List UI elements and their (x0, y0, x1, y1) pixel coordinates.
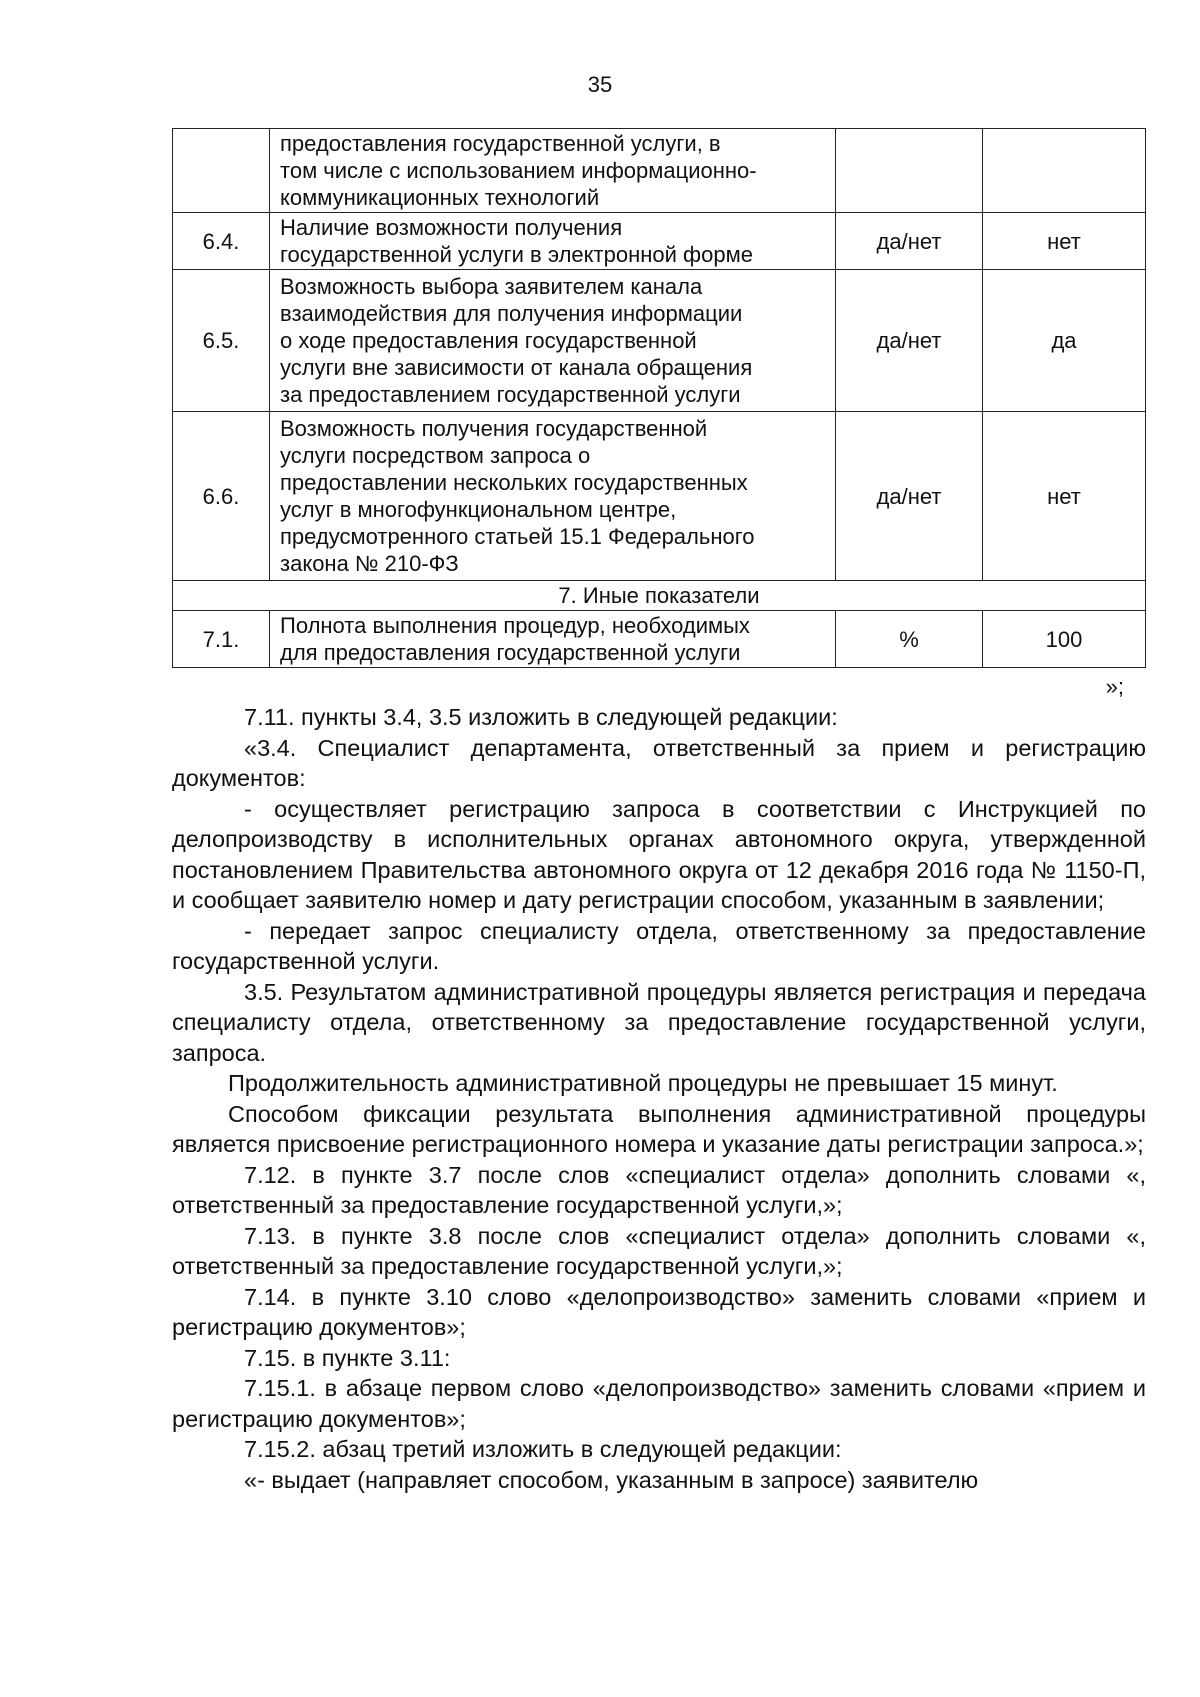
paragraph: 7.13. в пункте 3.8 после слов «специалист отдела» дополнить словами «, ответственный за предоставление государственной услуги,»; (172, 1222, 1146, 1279)
paragraph: 3.5. Результатом административной процедуры является регистрация и передача специалисту отдела, ответственному за предоставление государственной услуги, запроса. (172, 978, 1146, 1066)
description-line: услуг в многофункциональном центре, (280, 497, 677, 522)
row-number: 7.1. (173, 611, 270, 668)
paragraph: 7.15. в пункте 3.11: (244, 1344, 451, 1371)
table-row (173, 129, 1146, 213)
paragraph: «3.4. Специалист департамента, ответственный за прием и регистрацию документов: (172, 734, 1146, 791)
description-line: предоставлении нескольких государственных (280, 470, 748, 495)
row-value: нет (983, 412, 1146, 581)
body-text (172, 702, 1146, 1495)
closing-quote-mark: »; (1105, 674, 1124, 699)
row-value: 100 (983, 611, 1146, 668)
description-line: услуги посредством запроса о (280, 443, 591, 468)
description-line: Наличие возможности получения (280, 215, 623, 240)
section-heading: 7. Иные показатели (173, 581, 1146, 611)
row-description (270, 213, 836, 270)
table-row (173, 270, 1146, 412)
paragraph: - осуществляет регистрацию запроса в соответствии с Инструкцией по делопроизводству в исполнительных органах автономного округа, утвержденной постановлением Правительства автономного округа от 12 декабря 2016 года № 1150-П, и сообщает заявителю номер и дату регистрации способом, указанным в заявлении; (172, 795, 1146, 913)
description-line: предоставления государственной услуги, в (280, 131, 721, 156)
row-number: 6.6. (173, 412, 270, 581)
table-row (173, 213, 1146, 270)
row-unit: да/нет (836, 412, 983, 581)
description-line: том числе с использованием информационно- (280, 158, 757, 183)
row-description (270, 412, 836, 581)
description-line: для предоставления государственной услуги (280, 640, 741, 665)
row-unit: % (836, 611, 983, 668)
description-line: предусмотренного статьей 15.1 Федерального (280, 524, 755, 549)
description-line: коммуникационных технологий (280, 185, 600, 210)
paragraph: 7.14. в пункте 3.10 слово «делопроизводство» заменить словами «прием и регистрацию документов»; (172, 1283, 1146, 1340)
paragraph: Продолжительность административной процедуры не превышает 15 минут. (228, 1070, 1058, 1096)
row-description (270, 611, 836, 668)
description-line: закона № 210-ФЗ (280, 551, 459, 576)
description-line: государственной услуги в электронной форме (280, 242, 753, 267)
row-value: да (983, 270, 1146, 412)
row-value (983, 129, 1146, 213)
paragraph: 7.12. в пункте 3.7 после слов «специалист отдела» дополнить словами «, ответственный за предоставление государственной услуги,»; (172, 1161, 1146, 1218)
description-line: за предоставлением государственной услуги (280, 382, 741, 407)
paragraph: 7.15.2. абзац третий изложить в следующей редакции: (244, 1436, 842, 1462)
row-unit: да/нет (836, 270, 983, 412)
row-description (270, 129, 836, 213)
description-line: взаимодействия для получения информации (280, 301, 743, 326)
row-number (173, 129, 270, 213)
table-section-row (173, 581, 1146, 611)
description-line: Возможность выбора заявителем канала (280, 274, 703, 299)
paragraph: «- выдает (направляет способом, указанным в запросе) заявителю (244, 1466, 979, 1493)
paragraph: - передает запрос специалисту отдела, ответственному за предоставление государственной услуги. (172, 917, 1146, 974)
row-unit: да/нет (836, 213, 983, 270)
row-value: нет (983, 213, 1146, 270)
description-line: Возможность получения государственной (280, 416, 708, 441)
row-description (270, 270, 836, 412)
table-row (173, 611, 1146, 668)
description-line: Полнота выполнения процедур, необходимых (280, 613, 750, 638)
indicators-table (172, 128, 1146, 668)
page-number: 35 (587, 72, 613, 97)
row-unit (836, 129, 983, 213)
paragraph: Способом фиксации результата выполнения административной процедуры является присвоение регистрационного номера и указание даты регистрации запроса.»; (172, 1100, 1146, 1157)
paragraph: 7.11. пункты 3.4, 3.5 изложить в следующей редакции: (244, 704, 838, 730)
paragraph: 7.15.1. в абзаце первом слово «делопроизводство» заменить словами «прием и регистрацию документов»; (172, 1375, 1146, 1432)
description-line: услуги вне зависимости от канала обращения (280, 355, 753, 380)
description-line: о ходе предоставления государственной (280, 328, 697, 353)
row-number: 6.5. (173, 270, 270, 412)
table-row (173, 412, 1146, 581)
row-number: 6.4. (173, 213, 270, 270)
